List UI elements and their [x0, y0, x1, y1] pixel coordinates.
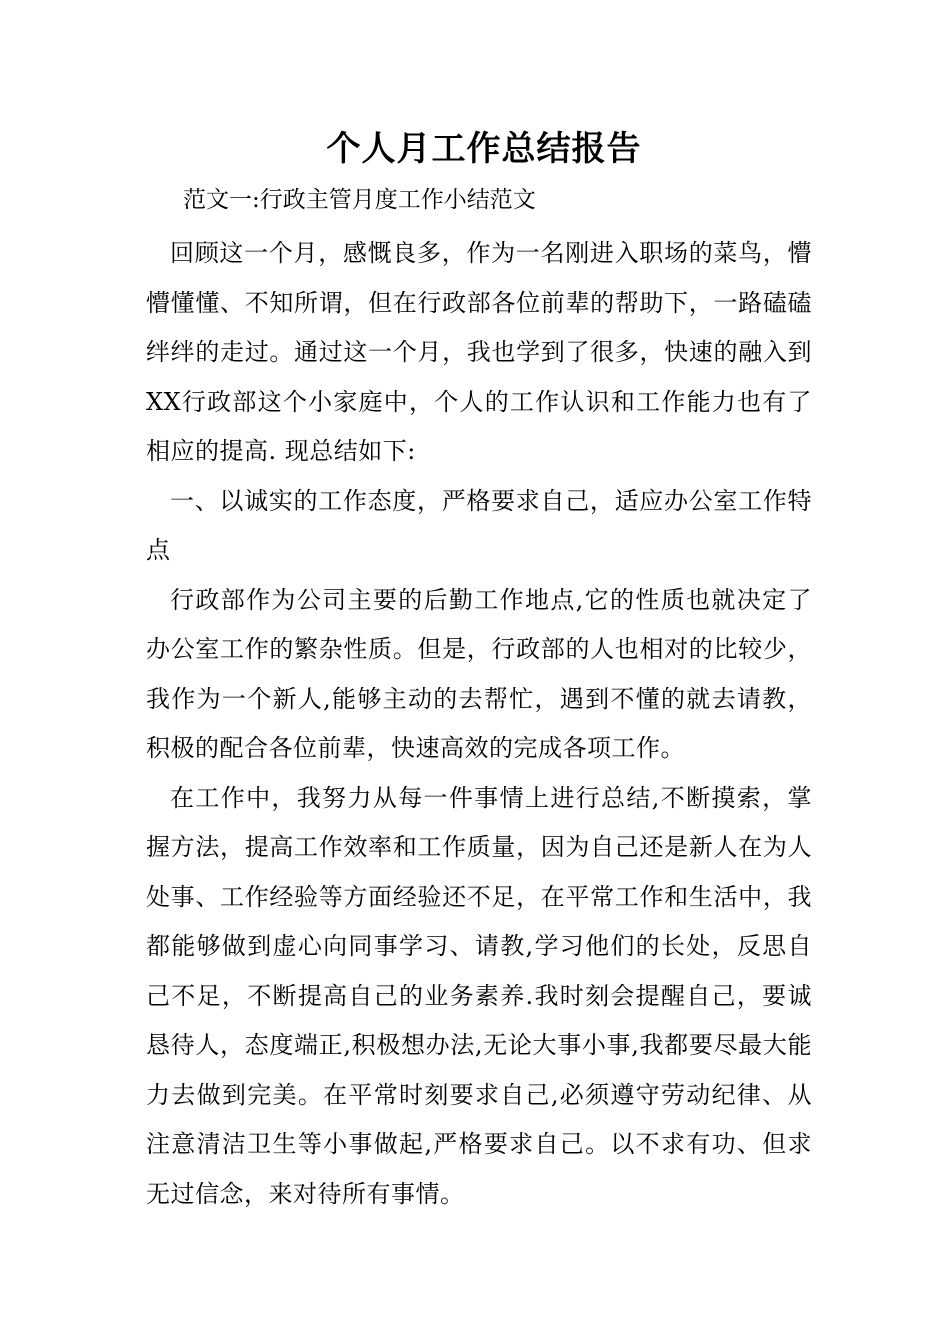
document-body: [146, 229, 812, 1219]
paragraph-work-reflection: 在工作中，我努力从每一件事情上进行总结,不断摸索，掌握方法，提高工作效率和工作质量，因为自己还是新人在为人处事、工作经验等方面经验还不足，在平常工作和生活中，我都能够做到虚心向同事学习、请教,学习他们的长处，反思自己不足，不断提高自己的业务素养.我时刻会提醒自己，要诚恳待人，态度端正,积极想办法,无论大事小事,我都要尽最大能力去做到完美。在平常时刻要求自己,必须遵守劳动纪律、从注意清洁卫生等小事做起,严格要求自己。以不求有功、但求无过信念，来对待所有事情。: [146, 783, 812, 1208]
section-heading-1: 一、以诚实的工作态度，严格要求自己，适应办公室工作特点: [146, 486, 812, 564]
paragraph-intro: 回顾这一个月，感慨良多，作为一名刚进入职场的菜鸟，懵懵懂懂、不知所谓，但在行政部各位前辈的帮助下，一路磕磕绊绊的走过。通过这一个月，我也学到了很多，快速的融入到XX行政部这个小家庭中，个人的工作认识和工作能力也有了相应的提高. 现总结如下:: [146, 239, 812, 465]
document-title: 个人月工作总结报告: [326, 129, 642, 169]
paragraph-admin-role: 行政部作为公司主要的后勤工作地点,它的性质也就决定了办公室工作的繁杂性质。但是，行政部的人也相对的比较少，我作为一个新人,能够主动的去帮忙，遇到不懂的就去请教，积极的配合各位前辈，快速高效的完成各项工作。: [146, 585, 812, 762]
document-subtitle: 范文一:行政主管月度工作小结范文: [183, 187, 536, 213]
